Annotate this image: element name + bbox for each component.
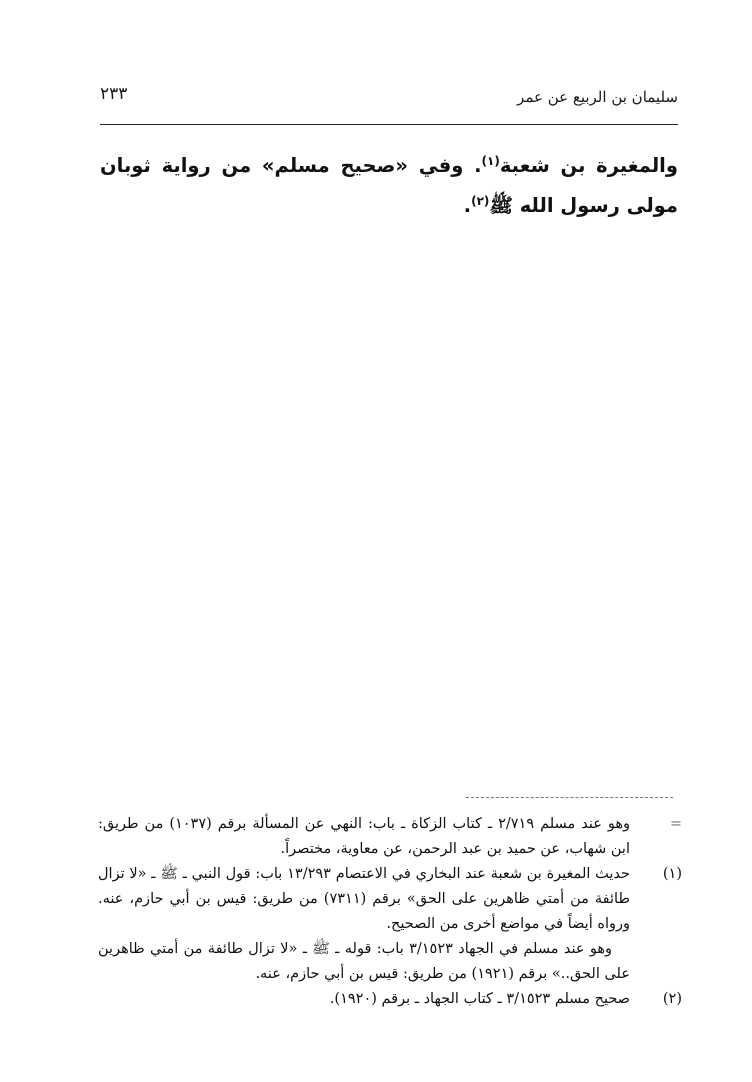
footnote-continuation (98, 812, 682, 862)
body-text-segment: . وفي «صحيح مسلم» من رواية ثوبان مولى رسول الله ﷺ (100, 154, 678, 217)
footnote-marker-1: (١) (662, 866, 682, 882)
body-text-segment: والمغيرة بن شعبة (499, 154, 678, 177)
footnote-1 (98, 862, 682, 987)
header-rule (100, 124, 678, 125)
footnote-ref-1[interactable]: (١) (481, 154, 500, 168)
footnote-ref-2[interactable]: (٢) (471, 194, 490, 208)
footnote-text: حديث المغيرة بن شعبة عند البخاري في الاعتصام ١٣/٢٩٣ باب: قول النبي ـ ﷺ ـ «لا تزال طائفة من أمتي ظاهرين على الحق» برقم (٧٣١١) من طريق: قيس بن أبي حازم، عنه. ورواه أيضاً في مواضع أخرى من الصحيح. (98, 866, 630, 932)
footnote-text: وهو عند مسلم ٢/٧١٩ ـ كتاب الزكاة ـ باب: النهي عن المسألة برقم (١٠٣٧) من طريق: ابن شهاب، عن حميد بن عبد الرحمن، عن معاوية، مختصراً. (98, 816, 630, 857)
running-title: سليمان بن الربيع عن عمر (517, 88, 678, 106)
continuation-marker: = (669, 816, 682, 832)
running-header (100, 84, 678, 112)
main-text (100, 146, 678, 226)
footnote-marker-2: (٢) (662, 991, 682, 1007)
body-text-segment: . (463, 194, 472, 217)
footnotes (98, 812, 682, 1012)
footnote-separator (466, 797, 673, 798)
footnote-2 (98, 987, 682, 1012)
footnote-text: وهو عند مسلم في الجهاد ٣/١٥٢٣ باب: قوله ـ ﷺ ـ «لا تزال طائفة من أمتي ظاهرين على الحق..» برقم (١٩٢١) من طريق: قيس بن أبي حازم، عنه. (98, 941, 630, 982)
page-number: ٢٣٣ (100, 84, 128, 104)
footnote-text: صحيح مسلم ٣/١٥٢٣ ـ كتاب الجهاد ـ برقم (١٩٢٠). (329, 991, 630, 1007)
